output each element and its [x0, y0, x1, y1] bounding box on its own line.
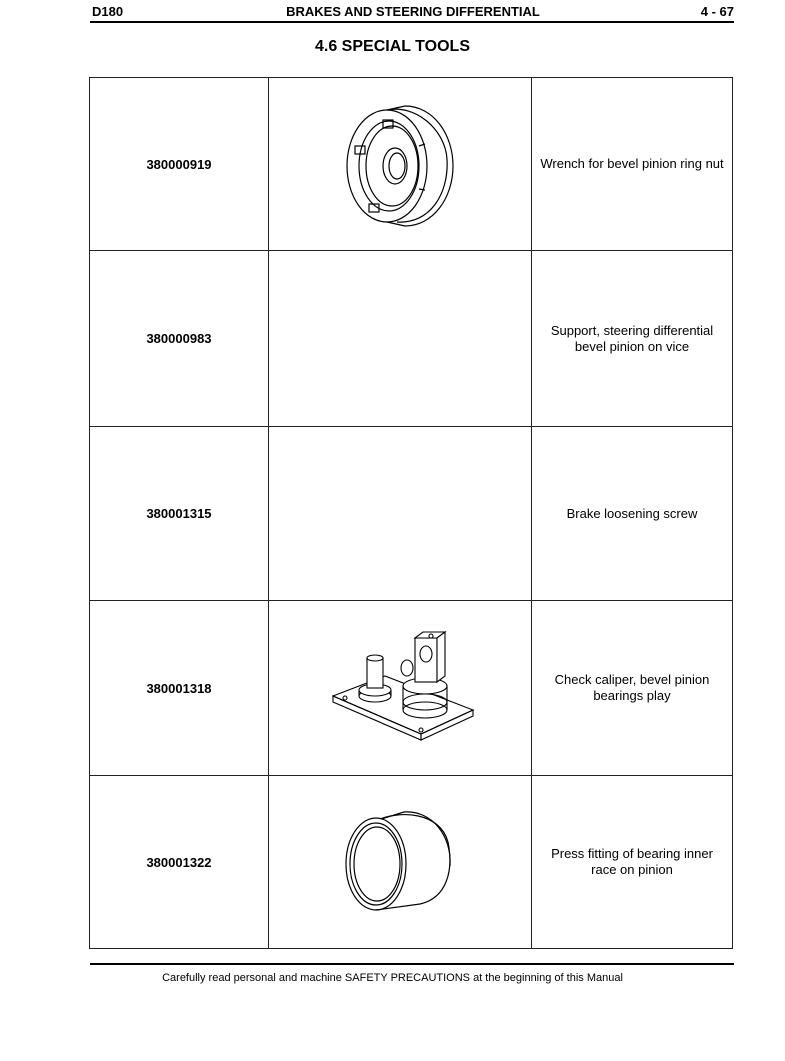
- table-row: [90, 251, 733, 427]
- tool-description: Press fitting of bearing inner race on pinion: [532, 776, 733, 949]
- check-caliper-icon: [325, 628, 475, 748]
- tool-code: 380000919: [90, 78, 269, 251]
- page-number: 4 - 67: [700, 4, 734, 19]
- tool-image-cell: [269, 251, 532, 427]
- tool-code: 380001322: [90, 776, 269, 949]
- tool-description: Support, steering differential bevel pinion on vice: [532, 251, 733, 427]
- section-title: 4.6 SPECIAL TOOLS: [314, 38, 470, 55]
- header-divider: [90, 21, 734, 23]
- tool-description: Wrench for bevel pinion ring nut: [532, 78, 733, 251]
- special-tools-table: [89, 77, 733, 949]
- page-header: [92, 4, 734, 22]
- table-row: [90, 776, 733, 949]
- ring-nut-wrench-icon: [335, 94, 465, 234]
- footer-divider: [90, 963, 734, 965]
- safety-footer-note: Carefully read personal and machine SAFETY PRECAUTIONS at the beginning of this Manual: [162, 972, 623, 984]
- tool-description: Check caliper, bevel pinion bearings play: [532, 601, 733, 776]
- table-row: [90, 78, 733, 251]
- tool-image-cell: [269, 601, 532, 776]
- chapter-title: BRAKES AND STEERING DIFFERENTIAL: [286, 4, 540, 19]
- tool-image-cell: [269, 78, 532, 251]
- tool-code: 380001315: [90, 427, 269, 601]
- tool-code: 380000983: [90, 251, 269, 427]
- model-label: D180: [92, 4, 124, 19]
- tool-code: 380001318: [90, 601, 269, 776]
- table-row: [90, 601, 733, 776]
- press-fitting-sleeve-icon: [340, 802, 460, 922]
- table-row: [90, 427, 733, 601]
- tool-description: Brake loosening screw: [532, 427, 733, 601]
- tool-image-cell: [269, 427, 532, 601]
- tool-image-cell: [269, 776, 532, 949]
